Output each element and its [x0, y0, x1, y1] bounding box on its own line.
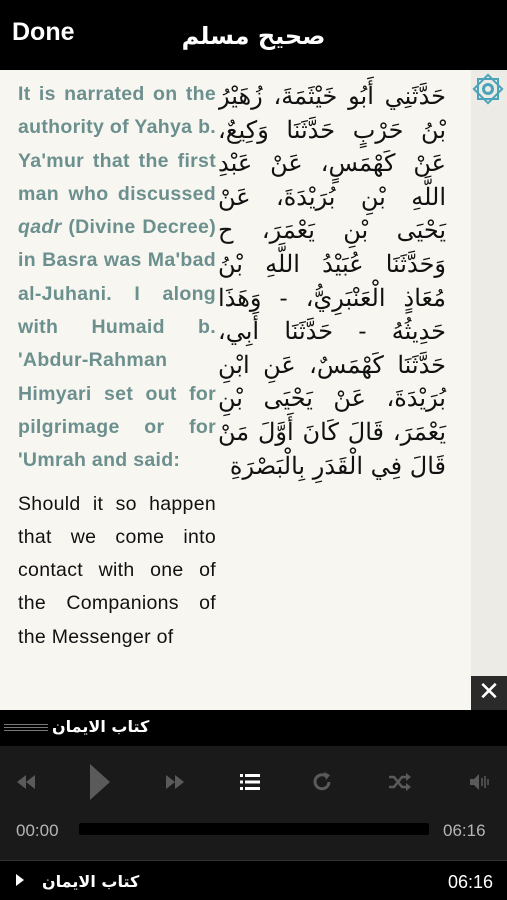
arabic-text-column [218, 70, 450, 710]
arabic-text: حَدَّثَنِي أَبُو خَيْثَمَةَ، زُهَيْرُ بْنُ حَرْبٍ حَدَّثَنَا وَكِيعٌ، عَنْ كَهْمَسٍ، عَنْ عَبْدِ اللَّهِ بْنِ بُرَيْدَةَ، عَنْ يَحْيَى بْنِ يَعْمَرَ، ح وَحَدَّثَنَا عُبَيْدُ اللَّهِ بْنُ مُعَاذٍ الْعَنْبَرِيُّ، - وَهَذَا حَدِيثُهُ - حَدَّثَنَا أَبِي، حَدَّثَنَا كَهْمَسٌ، عَنِ ابْنِ بُرَيْدَةَ، عَنْ يَحْيَى بْنِ يَعْمَرَ، قَالَ كَانَ أَوَّلَ مَنْ قَالَ فِي الْقَدَرِ بِالْبَصْرَةِ [218, 82, 446, 480]
audio-player [0, 746, 507, 860]
done-button[interactable]: Done [12, 18, 75, 46]
hadith-content[interactable] [0, 70, 507, 710]
repeat-button[interactable] [308, 760, 336, 804]
volume-icon [468, 772, 490, 792]
top-bar [0, 0, 507, 70]
side-strip [471, 70, 507, 710]
drag-handle-icon[interactable] [4, 724, 48, 732]
play-icon [87, 762, 113, 802]
fast-forward-icon [164, 773, 186, 791]
close-icon: ✕ [478, 677, 500, 707]
playlist-icon [239, 772, 261, 792]
shuffle-button[interactable] [384, 760, 414, 804]
play-button[interactable] [80, 760, 120, 804]
rewind-button[interactable] [8, 760, 44, 804]
translation-text: Should it so happen that we come into contact with one of the Companions of the Messenger of [18, 492, 216, 648]
qadr-term: qadr [18, 216, 62, 239]
emblem-icon [471, 72, 505, 106]
now-playing-track-name: كتاب الايمان [42, 872, 140, 891]
page-title: صحيح مسلم [181, 22, 326, 50]
player-track-name: كتاب الايمان [52, 717, 150, 736]
rewind-icon [15, 773, 37, 791]
fast-forward-button[interactable] [158, 760, 192, 804]
elapsed-time: 00:00 [16, 821, 59, 840]
playlist-button[interactable] [234, 760, 266, 804]
close-button[interactable] [471, 676, 507, 710]
shuffle-icon [387, 772, 411, 792]
progress-slider[interactable] [79, 823, 429, 835]
duration-time: 06:16 [443, 821, 486, 840]
repeat-icon [311, 771, 333, 793]
narration-text: It is narrated on the authority of Yahya b. Ya'mur that the first man who discussed qadr (Divine Decree) in Basra was Ma'bad al-Juhani. I along with Humaid b. 'Abdur-Rahman Himyari set out for pilgrimage or for 'Umrah and said: [18, 83, 216, 472]
volume-button[interactable] [464, 760, 494, 804]
now-playing-time: 06:16 [447, 872, 493, 892]
player-label-bar [0, 710, 507, 746]
play-indicator-icon [16, 874, 24, 886]
now-playing-bar[interactable] [0, 860, 507, 900]
english-translation [0, 70, 220, 710]
